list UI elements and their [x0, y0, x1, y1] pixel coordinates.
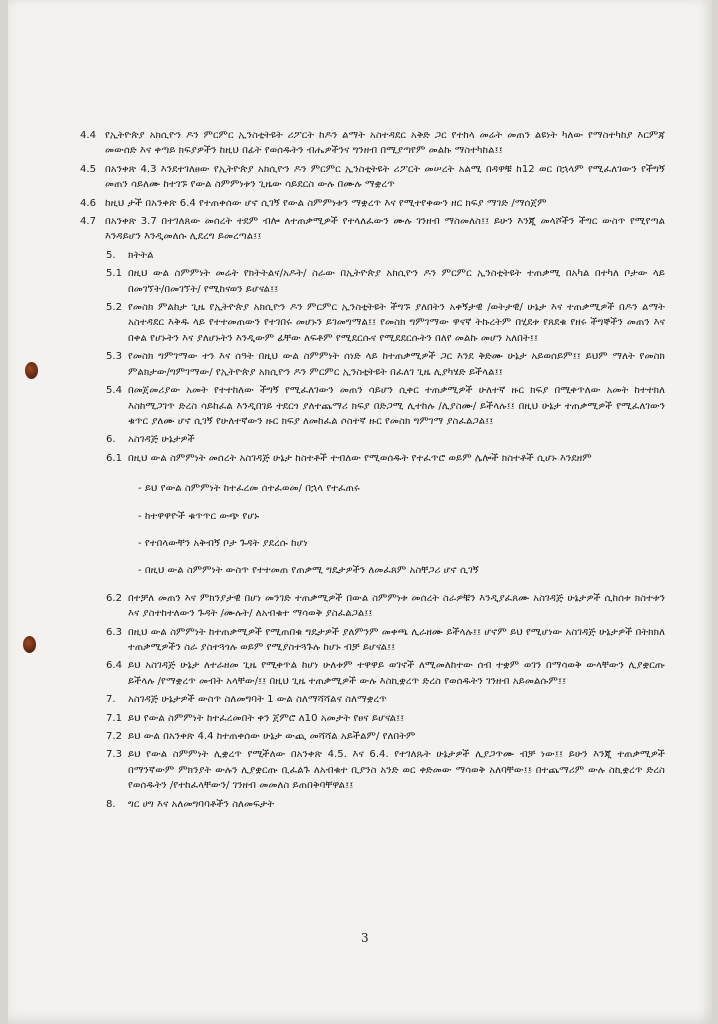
clause-number: 7. — [106, 694, 116, 706]
clause-text: በዚህ ውል ስምምነት መሬት የክትትልና/አዶት/ ስራው በኢትዮጵያ አክሲዮን ዶን ምርምር ኢንስቲትዩት ተጠቃሚ በአካል በተካለ ቦታው ላይ በመገኘት/በመገኘት/ የሚከናወን ይሆናል፤፤ — [128, 268, 665, 295]
clause-number: 6.3 — [106, 626, 123, 638]
clause-number: 5.3 — [106, 351, 123, 363]
bullet-item: - የተበላውቸን አቅብኝ ቦታ ጉዳት ያደረሱ ከሆነ — [138, 537, 308, 549]
clause-number: 4.5 — [80, 163, 97, 175]
document-body — [80, 128, 665, 815]
clause-text: ይህ የውል ስምምነት ሊቋረጥ የሚችለው በአንቀጽ 4.5. እና 6.4. የተገለጹት ሁኔታዎች ሊያጋጥሙ ብቻ ነው፤፤ ይሁን እንጂ ተጠቃሚዎች በማንኛውም ምክንያት ውሉን ሊያቋርጡ ቢፈልጉ ለአብቁተ ቢያንስ አንድ ወር ቀድመው ማሳወቅ አለባቸው፤፤ በተጨማሪም ውሉ ስኪቋረጥ ድረስ የወሰዱትን /የተከፈላቸውን/ ገንዘብ መመለስ ይጠበቅባቸዋል፤፤ — [128, 749, 665, 792]
clause-number: 4.7 — [80, 216, 97, 228]
punch-hole-upper — [25, 362, 38, 379]
clause-text: በዚህ ውል ስምምነት መሰረት አስገዳጅ ሁኔታ ከስተቶች ተብለው የሚወሰዱት የተፈጥሮ ወይም ሌሎች ክስተቶች ሲሆኑ እንደዘም — [128, 452, 592, 464]
clause-text: ግር ሀግ እና አለመግባባቶችን ስለመፍታት — [128, 798, 275, 810]
clause-text: በዚህ ውል ስምምነት ከተጠቃሚዎች የሚጠበቁ ግዴታዎች ያለምንም መቀጫ ሊራዘሙ ይችላሉ፤፤ ሆኖም ይህ የሚሆነው አስገዳጅ ሁኔታዎች በትክክለ ተጠቃሚዎችን ስራ ያስተጓጎሉ ወይም የሚያስተጓጉሉ ከሆኑ ብቻ ይሆናል፤፤ — [128, 626, 665, 653]
clause-5.3 — [80, 349, 665, 380]
clause-8. — [80, 797, 665, 812]
clause-text: የመስክ ግምገማው ተን እና ሰዓት በዚህ ውል ስምምነት ሰነድ ላይ ከተጠቃሚዎች ጋር እንደ ቅድሙ ሁኔታ አይወሰይም፤፤ ይህም ማለት የመስክ ምልክታው/ግምገማው/ የኢትዮጵያ አክሲዮን ዶን ምርምር ኢንስቲትዩት በፈለገ ጊዜ ሊያካሄድ ይችላል፤፤ — [128, 351, 665, 378]
clause-5. — [80, 248, 665, 263]
punch-hole-lower — [23, 636, 36, 653]
clause-number: 5.2 — [106, 302, 123, 314]
bullet-item: - በዚህ ውል ስምምነት ውስጥ የተተመጠ የጠቃሚ ግዴታዎችን ለመፈጸም አስቸጋሪ ሆኖ ሲገኝ — [138, 565, 479, 577]
clause-7.1 — [80, 711, 665, 726]
clause-number: 5.1 — [106, 268, 123, 280]
clause-number: 7.1 — [106, 712, 123, 724]
clause-4.4 — [80, 128, 665, 159]
clause-text: በተቻለ መጠን እና ምክንያታዊ በሆነ መንገድ ተጠቃሚዎች በውል ስምምነቱ መሰረት ስራዎቹን እንዲያፈጸሙ አስገዳጅ ሁኔታዎች ሲከሰቱ ክስተቱን እና ያስተከተለውን ጉዳት /ሙሉት/ ለአብቁተ ማሳወቅ ያስፈልጋል፤፤ — [128, 592, 665, 620]
clause-number: 8. — [106, 798, 116, 810]
clause-text: አስገዳጅ ሁኔታዎች — [128, 434, 195, 446]
clause-4.6 — [80, 196, 665, 211]
clause-6.3 — [80, 625, 665, 656]
clause-number: 4.4 — [80, 130, 97, 141]
clause-4.5 — [80, 162, 665, 193]
clause-number: 6. — [106, 434, 116, 446]
clause-text: ይህ አስገዳጅ ሁኔታ ለተራዘመ ጊዜ የሚቀጥል ከሆነ ሁለቱም ተዋዋይ ወገኖች ለሚመለከተው ሰብ ተቋም ወገን በማሳወቅ ውላቸውን ሊያቋርጡ ይችላሉ /የማቋረጥ መብት አላቸው/፤፤ በዚህ ጊዜ ተጠቃሚዎች ውሉ እስኪቋረጥ ድረስ የወሰዱትን ገንዘብ አይመልሱም፤፤ — [128, 660, 665, 687]
clause-7. — [80, 692, 665, 707]
clause-5.2 — [80, 300, 665, 346]
clause-text: በአንቀጽ 3.7 በተገለጸው መሰረት ተደም ብሎ ለተጠቃሚዎች የተላለፈውን ሙሉ ገንዘብ ማስመለስ፤፤ ይሁን እንጂ መላሾችን ችግር ውስጥ የሚየጣል እንዳይሆን እንዲመለሱ ሊደረግ ይመረጣል፤፤ — [105, 216, 665, 243]
clause-text: ይህ ውል በአንቀጽ 4.4 ከተጠቀሰው ሁኔታ ውጪ መሻሻል አይችልም/ የለበትም — [128, 731, 416, 742]
clause-number: 5. — [106, 249, 116, 261]
clause-text: ከዚህ ታች በአንቀጽ 6.4 የተጠቀሰው ሆኖ ሲገኝ የውል ስምምነቱን ማቋረጥ እና የሚተየቀውን ዘር ክፍያ ማገድ /ማሰጀም — [105, 197, 547, 209]
clause-6.1 — [80, 451, 665, 466]
clause-text: በአንቀጽ 4.3 እንደተገለፀው የኢትዮጵያ አክሲዮን ዶን ምርምር ኢንስቲትዩት ሪፖርት መሠረት አልሚ በዳዋቹ ከ12 ወር በኋላም የሚፈለገውን የችግኝ መጠን ሳይለሙ ከተገኙ የውል ስምምነቱን ጊዜው ሳይደርስ ውሉ በሙሉ ማቋረጥ — [105, 163, 665, 191]
clause-5.1 — [80, 266, 665, 297]
bullet-item: - ይህ የውል ስምምነት ከተፈረመ ሰተፈወመ/ በኋላ የተፈጠሩ — [138, 483, 360, 495]
clause-6.2 — [80, 591, 665, 622]
clause-7.3 — [80, 747, 665, 793]
clause-number: 4.6 — [80, 197, 97, 209]
clause-text: አስገዳጅ ሁኔታዎች ውስጥ ስለመግባት 1 ውል ስለማሻሻልና ስለማቋረጥ — [128, 694, 387, 706]
clause-7.2 — [80, 729, 665, 744]
clause-number: 6.1 — [106, 452, 123, 464]
clause-number: 7.3 — [106, 749, 123, 761]
clause-text: የኢትዮጵያ አክሲዮን ዶን ምርምር ኢንስቲትዩት ሪፖርት ከዶን ልማት አስተዳደር አቅድ ጋር የተከላ መሬት መጠን ልዩነት ካለው የማስተካከያ እርምጃ መውሰድ እና ቀጣይ ክፍያዎችን ከዚህ በፊት የወሰዱትን ብሔዎችንና ግንዘብ በሚያጣየም መልኩ ማስተካከል፤፤ — [105, 130, 665, 157]
clause-number: 6.4 — [106, 660, 123, 672]
clause-6. — [80, 432, 665, 447]
clause-6.4 — [80, 658, 665, 689]
clause-4.7 — [80, 214, 665, 245]
clause-5.4 — [80, 383, 665, 429]
clause-number: 6.2 — [106, 592, 123, 604]
clause-number: 5.4 — [106, 385, 123, 397]
clause-text: በመጀመሪያው አመት የተተከለው ችግኝ የሚፈለገውን መጠን ሳይሆን ሲቀር ተጠቃሚዎች ሁለተኛ ዙር ክፍያ በሚቀጥለው አመት ከተተክለ እስከሚጋገጥ ድረስ ሳይከፈል እንዲበገይ ተደርጎ ያለተጨማሪ ክፍያ በድጋሚ ሊተከሉ /ሊያስሙ/ ይችላሉ፤፤ በዚህ ሁኔታ ተጠቃሚዎች የሚፈለገውን ቁጥር ያለሙ ሆኖ ሲገኝ የሁለተኛውን ዙር ክፍያ ለመከፈል ሶስተኛ ዙር የመስክ ግምገማ ያስፈልጋል፤፤ — [128, 385, 666, 427]
bullet-item: - ከተዋዋዮች ቁጥጥር ውጭ የሆኑ — [138, 510, 260, 522]
clause-text: ክትትል — [128, 249, 154, 261]
clause-text: ይህ የውል ስምምነት ከተፈረመበት ቀን ጀምሮ ለ10 አመታት የፀና ይሆናል፤፤ — [128, 712, 405, 724]
clause-number: 7.2 — [106, 731, 123, 742]
clause-text: የመስክ ምልከታ ጊዜ የኢትዮጵያ አክሲዮን ዶን ምርምር ኢንስቲትዩት ችግኙ ያለበትን አቀኝታዊ /ወትታዊ/ ሁኔታ እና ተጠቃሚዎች በዶን ልማት አስተዳደር እቅዱ ላይ የተተመጠውን የተገበሩ መሆኑን ይገመግማል፤፤ የመስክ ግምገማው ዋናኛ ትኩረትም በሂደቱ የጸደቁ የዘሩ ችግኞችን መጠን እና በቀል የሆኑትን እና ያለሆኑትን እንዲውም ፊቸው ለፍቶም የሚደርሱና የሚደደርሱትን በለየ መልኩ መሆን አለበት፤፤ — [128, 302, 665, 344]
page-number: 3 — [361, 931, 369, 945]
